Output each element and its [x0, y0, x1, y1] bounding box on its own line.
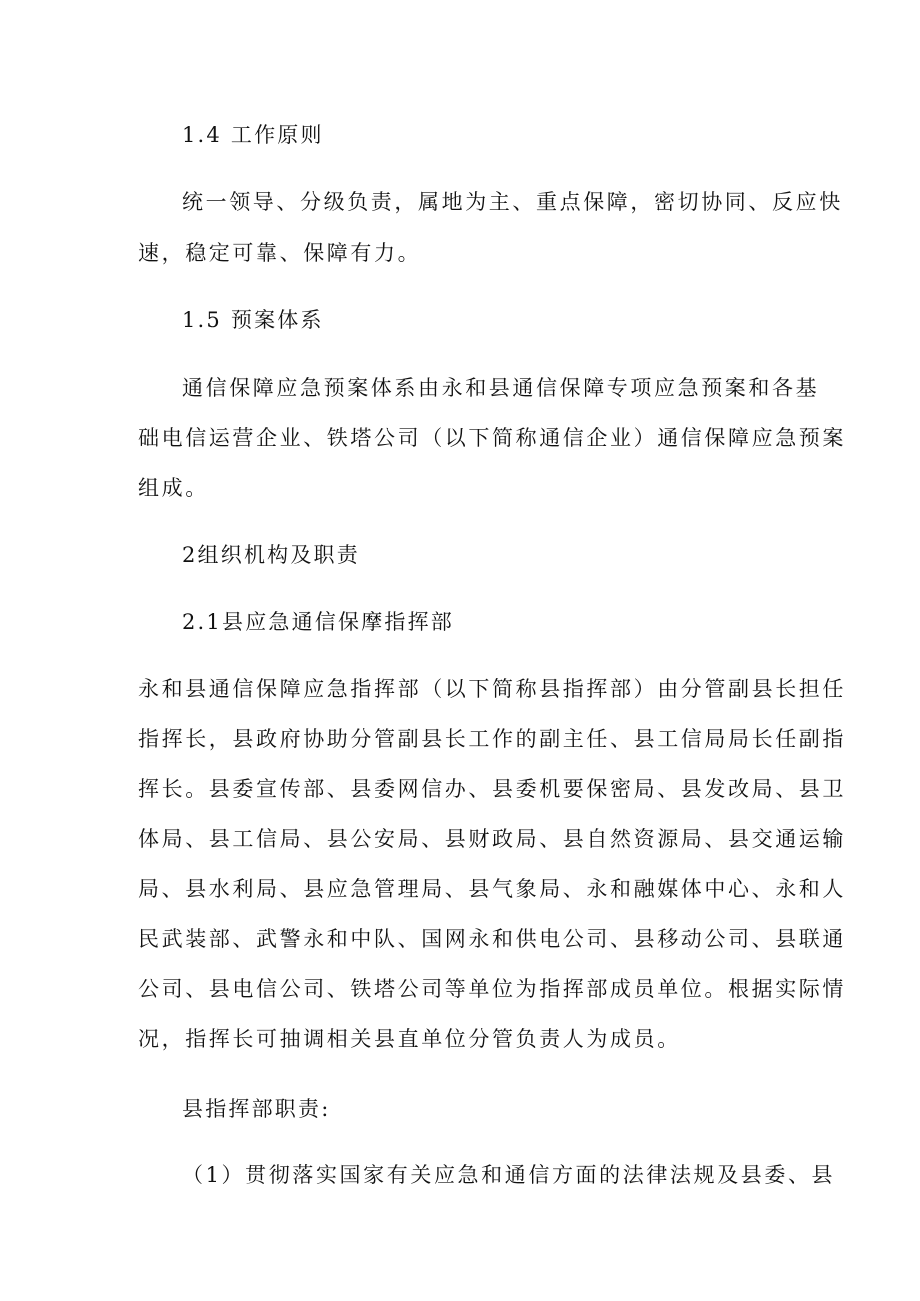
paragraph-line: 民武装部、武警永和中队、国网永和供电公司、县移动公司、县联通 [138, 927, 846, 951]
paragraph-line: 局、县水利局、县应急管理局、县气象局、永和融媒体中心、永和人 [138, 877, 846, 901]
paragraph-line: 组成。 [138, 476, 209, 500]
paragraph-line: 体局、县工信局、县公安局、县财政局、县自然资源局、县交通运输 [138, 827, 846, 851]
paragraph-line: 础电信运营企业、铁塔公司（以下简称通信企业）通信保障应急预案 [138, 426, 846, 450]
paragraph-line: 永和县通信保障应急指挥部（以下简称县指挥部）由分管副县长担任 [138, 677, 846, 701]
paragraph-line: 指挥长，县政府协助分管副县长工作的副主任、县工信局局长任副指 [138, 727, 846, 751]
paragraph-line: 统一领导、分级负责，属地为主、重点保障，密切协同、反应快 [182, 190, 843, 214]
duties-item-1: （1）贯彻落实国家有关应急和通信方面的法律法规及县委、县 [182, 1163, 836, 1187]
paragraph-line: 况，指挥长可抽调相关县直单位分管负责人为成员。 [138, 1027, 681, 1051]
section-1-5-heading: 1.5 预案体系 [182, 308, 324, 332]
section-1-4-heading: 1.4 工作原则 [182, 123, 324, 147]
paragraph-line: 速，稳定可靠、保障有力。 [138, 241, 422, 265]
paragraph-line: 公司、县电信公司、铁塔公司等单位为指挥部成员单位。根据实际情 [138, 977, 846, 1001]
paragraph-line: 挥长。县委宣传部、县委网信办、县委机要保密局、县发改局、县卫 [138, 777, 846, 801]
duties-heading: 县指挥部职责: [182, 1097, 331, 1121]
section-2-heading: 2组织机构及职责 [182, 543, 360, 567]
paragraph-line: 通信保障应急预案体系由永和县通信保障专项应急预案和各基 [182, 376, 820, 400]
section-2-1-heading: 2.1县应急通信保摩指挥部 [182, 610, 454, 634]
